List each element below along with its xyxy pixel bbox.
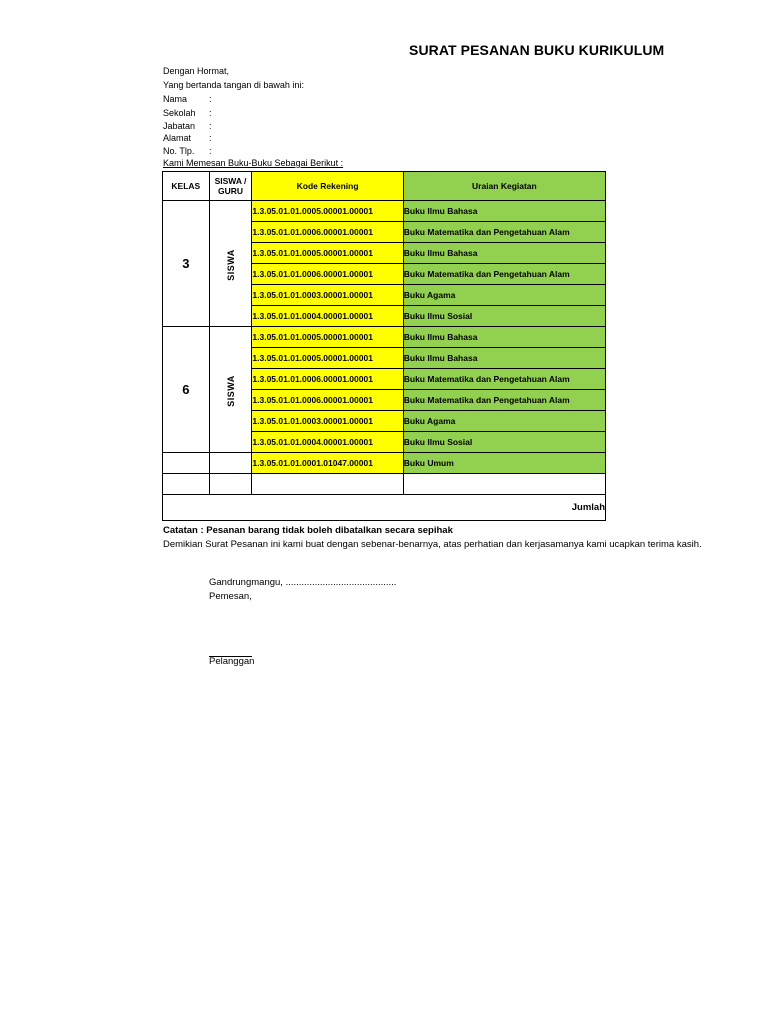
kode-cell: 1.3.05.01.01.0006.00001.00001 — [252, 222, 403, 243]
closing-text: Demikian Surat Pesanan ini kami buat dengan sebenar-benarnya, atas perhatian dan kerjasamanya kami ucapkan terima kasih. — [163, 539, 702, 550]
uraian-cell: Buku Ilmu Sosial — [403, 306, 605, 327]
header-kelas: KELAS — [163, 172, 210, 201]
field-colon: : — [209, 108, 212, 118]
field-colon: : — [209, 94, 212, 104]
kelas-cell: 3 — [163, 201, 210, 327]
field-label: Alamat — [163, 133, 192, 143]
kode-cell: 1.3.05.01.01.0005.00001.00001 — [252, 201, 403, 222]
uraian-cell: Buku Matematika dan Pengetahuan Alam — [403, 222, 605, 243]
table-total-row — [163, 495, 606, 521]
uraian-cell: Buku Ilmu Sosial — [403, 432, 605, 453]
signed-below-text: Yang bertanda tangan di bawah ini: — [163, 80, 304, 90]
page-title: SURAT PESANAN BUKU KURIKULUM — [409, 42, 665, 58]
field-nama — [163, 94, 212, 105]
field-jabatan — [163, 121, 212, 132]
table-row — [163, 201, 606, 222]
table-row — [163, 327, 606, 348]
table-row-blank — [163, 474, 606, 495]
empty-cell — [403, 474, 605, 495]
table-header-row — [163, 172, 606, 201]
signer-role: Pemesan, — [209, 591, 252, 602]
header-siswa-guru-line2: GURU — [218, 186, 244, 196]
empty-cell — [209, 453, 252, 474]
kode-cell: 1.3.05.01.01.0004.00001.00001 — [252, 306, 403, 327]
kode-cell: 1.3.05.01.01.0004.00001.00001 — [252, 432, 403, 453]
note-text: Catatan : Pesanan barang tidak boleh dibatalkan secara sepihak — [163, 525, 453, 536]
order-statement: Kami Memesan Buku-Buku Sebagai Berikut : — [163, 158, 344, 168]
greeting-text: Dengan Hormat, — [163, 66, 230, 76]
uraian-cell: Buku Ilmu Bahasa — [403, 327, 605, 348]
field-alamat — [163, 133, 212, 144]
field-label: Nama — [163, 94, 188, 104]
uraian-cell: Buku Matematika dan Pengetahuan Alam — [403, 390, 605, 411]
kode-cell: 1.3.05.01.01.0005.00001.00001 — [252, 348, 403, 369]
siswa-guru-label: SISWA — [225, 374, 236, 407]
siswa-guru-label: SISWA — [225, 248, 236, 281]
uraian-cell: Buku Ilmu Bahasa — [403, 201, 605, 222]
siswa-guru-cell — [209, 201, 252, 327]
uraian-cell: Buku Agama — [403, 411, 605, 432]
uraian-cell: Buku Matematika dan Pengetahuan Alam — [403, 264, 605, 285]
field-sekolah — [163, 108, 212, 119]
order-table — [162, 171, 606, 521]
kode-cell: 1.3.05.01.01.0006.00001.00001 — [252, 369, 403, 390]
kode-cell: 1.3.05.01.01.0001.01047.00001 — [252, 453, 403, 474]
kode-cell: 1.3.05.01.01.0003.00001.00001 — [252, 285, 403, 306]
signer-name: Pelanggan — [209, 656, 255, 667]
uraian-cell: Buku Ilmu Bahasa — [403, 348, 605, 369]
empty-cell — [209, 474, 252, 495]
field-colon: : — [209, 146, 212, 156]
kode-cell: 1.3.05.01.01.0006.00001.00001 — [252, 390, 403, 411]
header-siswa-guru-line1: SISWA / — [214, 176, 247, 186]
uraian-cell: Buku Agama — [403, 285, 605, 306]
empty-cell — [252, 474, 403, 495]
kode-cell: 1.3.05.01.01.0005.00001.00001 — [252, 327, 403, 348]
place-date-text: Gandrungmangu, .......................................... — [209, 577, 397, 588]
kode-cell: 1.3.05.01.01.0005.00001.00001 — [252, 243, 403, 264]
field-colon: : — [209, 133, 212, 143]
total-label: Jumlah — [163, 495, 606, 521]
empty-cell — [163, 474, 210, 495]
uraian-cell: Buku Matematika dan Pengetahuan Alam — [403, 369, 605, 390]
uraian-cell: Buku Ilmu Bahasa — [403, 243, 605, 264]
field-label: No. Tlp. — [163, 146, 195, 156]
kelas-cell: 6 — [163, 327, 210, 453]
header-siswa-guru — [209, 172, 252, 201]
field-label: Jabatan — [163, 121, 196, 131]
table-row — [163, 453, 606, 474]
kode-cell: 1.3.05.01.01.0006.00001.00001 — [252, 264, 403, 285]
kode-cell: 1.3.05.01.01.0003.00001.00001 — [252, 411, 403, 432]
siswa-guru-cell — [209, 327, 252, 453]
uraian-cell: Buku Umum — [403, 453, 605, 474]
header-kode-rekening: Kode Rekening — [252, 172, 403, 201]
field-label: Sekolah — [163, 108, 196, 118]
field-colon: : — [209, 121, 212, 131]
header-uraian-kegiatan: Uraian Kegiatan — [403, 172, 605, 201]
field-no-tlp — [163, 146, 212, 157]
empty-cell — [163, 453, 210, 474]
